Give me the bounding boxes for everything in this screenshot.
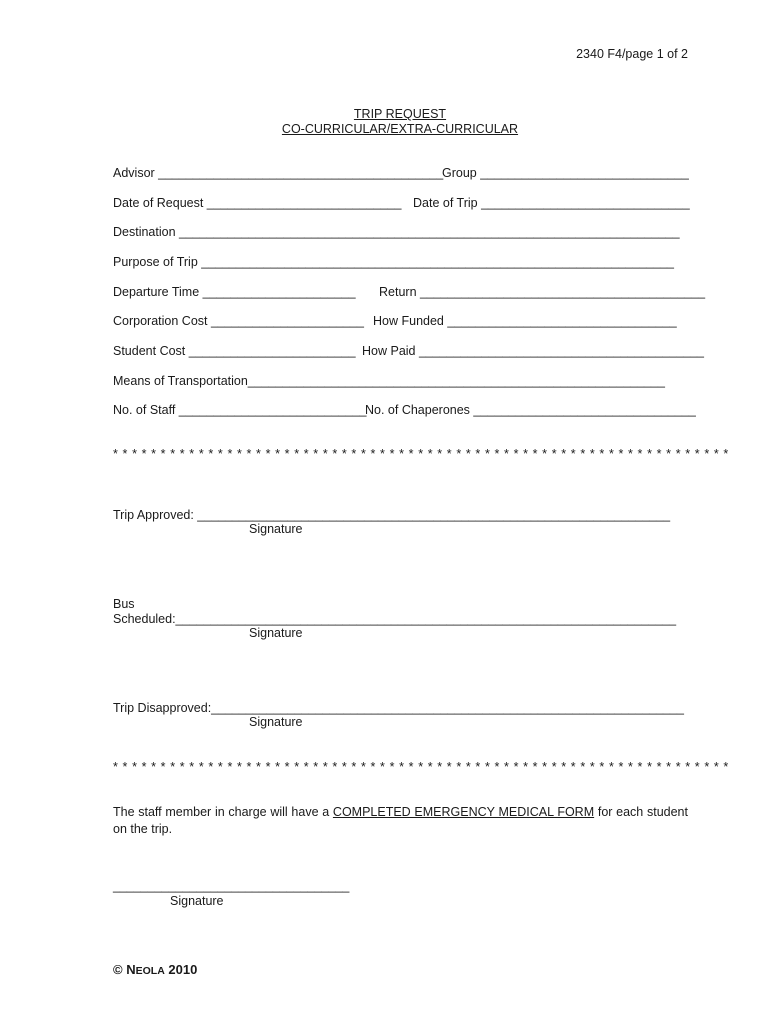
means-of-transportation-field[interactable]: Means of Transportation____________________________________________________________	[113, 374, 665, 388]
how-paid-field[interactable]: How Paid _________________________________________	[362, 344, 704, 358]
trip-disapproved-signature-label: Signature	[249, 715, 303, 729]
trip-approved-signature-label: Signature	[249, 522, 303, 536]
destination-field[interactable]: Destination ________________________________________________________________________	[113, 225, 680, 239]
cost-funding-row	[113, 314, 688, 330]
final-signature-label: Signature	[170, 894, 224, 908]
notice-prefix: The staff member in charge will have a	[113, 805, 333, 819]
return-field[interactable]: Return _________________________________________	[379, 285, 706, 299]
brand-rest: EOLA	[135, 965, 165, 977]
student-cost-row	[113, 344, 704, 360]
bus-signature-label: Signature	[249, 626, 303, 640]
student-cost-field[interactable]: Student Cost ________________________	[113, 344, 356, 358]
final-signature-line[interactable]: __________________________________	[113, 879, 350, 893]
form-title: TRIP REQUEST	[353, 107, 447, 121]
copyright-year: 2010	[168, 962, 198, 977]
notice-emphasis: COMPLETED EMERGENCY MEDICAL FORM	[332, 805, 595, 819]
trip-disapproved-line[interactable]: Trip Disapproved:____________________________________________________________________	[113, 701, 684, 715]
bus-label: Bus	[113, 597, 135, 611]
departure-time-field[interactable]: Departure Time ______________________	[113, 285, 356, 299]
medical-form-notice	[113, 804, 688, 838]
no-of-chaperones-field[interactable]: No. of Chaperones ________________________________	[365, 403, 696, 417]
dates-row	[113, 196, 688, 212]
staff-row	[113, 403, 696, 419]
date-of-trip-field[interactable]: Date of Trip ______________________________	[413, 196, 690, 210]
form-subtitle: CO-CURRICULAR/EXTRA-CURRICULAR	[281, 122, 519, 136]
date-of-request-field[interactable]: Date of Request ____________________________	[113, 196, 402, 210]
destination-row	[113, 225, 688, 241]
advisor-group-row	[113, 166, 688, 182]
group-field[interactable]: Group ______________________________	[442, 166, 689, 180]
trip-approved-line[interactable]: Trip Approved: ____________________________________________________________________	[113, 508, 671, 522]
purpose-field[interactable]: Purpose of Trip ____________________________________________________________________	[113, 255, 674, 269]
how-funded-field[interactable]: How Funded _________________________________	[373, 314, 677, 328]
transportation-row	[113, 374, 688, 390]
separator-top: * * * * * * * * * * * * * * * * * * * * * * * * * * * * * * * * * * * * * * * * * * * * * * * * * * * * * * * * * * * * * * * * *	[113, 447, 729, 461]
copyright-footer	[113, 962, 197, 977]
separator-bottom: * * * * * * * * * * * * * * * * * * * * * * * * * * * * * * * * * * * * * * * * * * * * * * * * * * * * * * * * * * * * * * * * *	[113, 760, 729, 774]
no-of-staff-field[interactable]: No. of Staff ___________________________	[113, 403, 367, 417]
purpose-row	[113, 255, 688, 271]
bus-scheduled-line[interactable]: Scheduled:________________________________________________________________________	[113, 612, 677, 626]
page-reference: 2340 F4/page 1 of 2	[576, 47, 688, 61]
departure-return-row	[113, 285, 706, 301]
notice-suffix: for each student on the trip.	[113, 805, 688, 836]
brand-initial: N	[126, 962, 136, 977]
copyright-symbol: ©	[113, 962, 123, 977]
corporation-cost-field[interactable]: Corporation Cost ______________________	[113, 314, 364, 328]
advisor-field[interactable]: Advisor _________________________________________	[113, 166, 444, 180]
